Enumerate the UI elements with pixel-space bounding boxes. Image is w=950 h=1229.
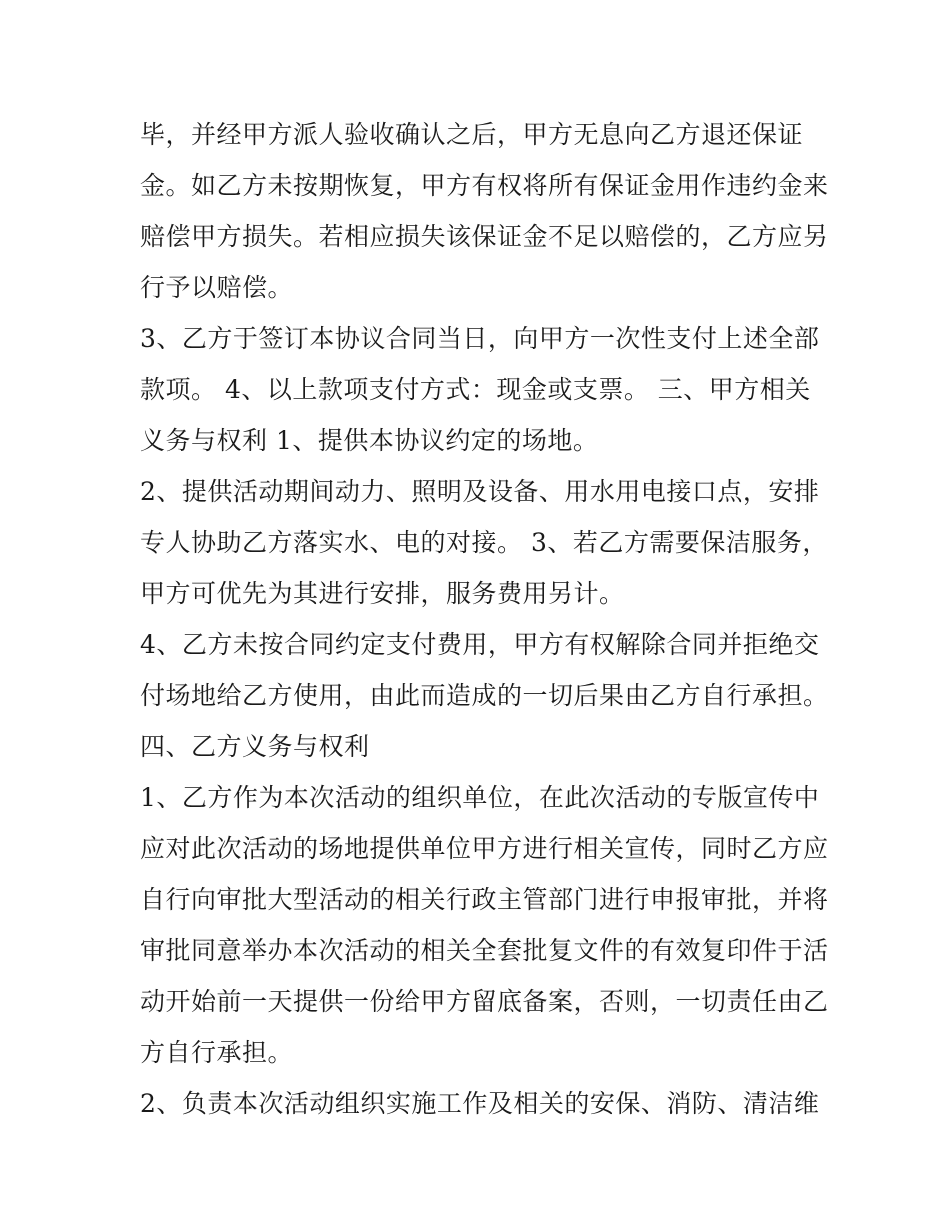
text-line-15: 应对此次活动的场地提供单位甲方进行相关宣传，同时乙方应 xyxy=(140,834,829,863)
text-line-8: 2、提供活动期间动力、照明及设备、用水用电接口点，安排 xyxy=(140,477,820,506)
text-line-11: 4、乙方未按合同约定支付费用，甲方有权解除合同并拒绝交 xyxy=(140,630,820,659)
text-line-17: 审批同意举办本次活动的相关全套批复文件的有效复印件于活 xyxy=(140,936,829,965)
text-line-2: 金。如乙方未按期恢复，甲方有权将所有保证金用作违约金来 xyxy=(140,171,829,200)
text-line-3: 赔偿甲方损失。若相应损失该保证金不足以赔偿的，乙方应另 xyxy=(140,222,829,251)
text-line-18: 动开始前一天提供一份给甲方留底备案，否则，一切责任由乙 xyxy=(140,987,829,1016)
text-line-7: 义务与权利 1、提供本协议约定的场地。 xyxy=(140,426,599,455)
text-line-20: 2、负责本次活动组织实施工作及相关的安保、消防、清洁维 xyxy=(140,1089,820,1118)
text-line-10: 甲方可优先为其进行安排，服务费用另计。 xyxy=(140,579,625,608)
text-line-16: 自行向审批大型活动的相关行政主管部门进行申报审批，并将 xyxy=(140,885,829,914)
text-line-6: 款项。 4、以上款项支付方式：现金或支票。 三、甲方相关 xyxy=(140,375,811,404)
text-line-5: 3、乙方于签订本协议合同当日，向甲方一次性支付上述全部 xyxy=(140,324,820,353)
document-body xyxy=(140,109,829,1129)
text-line-14: 1、乙方作为本次活动的组织单位，在此次活动的专版宣传中 xyxy=(140,783,820,812)
text-line-4: 行予以赔偿。 xyxy=(140,273,294,302)
text-line-1: 毕，并经甲方派人验收确认之后，甲方无息向乙方退还保证 xyxy=(140,120,804,149)
text-line-9: 专人协助乙方落实水、电的对接。 3、若乙方需要保洁服务， xyxy=(140,528,828,557)
text-line-19: 方自行承担。 xyxy=(140,1038,294,1067)
text-line-12: 付场地给乙方使用，由此而造成的一切后果由乙方自行承担。 xyxy=(140,681,829,710)
section-heading-4: 四、乙方义务与权利 xyxy=(140,732,370,761)
